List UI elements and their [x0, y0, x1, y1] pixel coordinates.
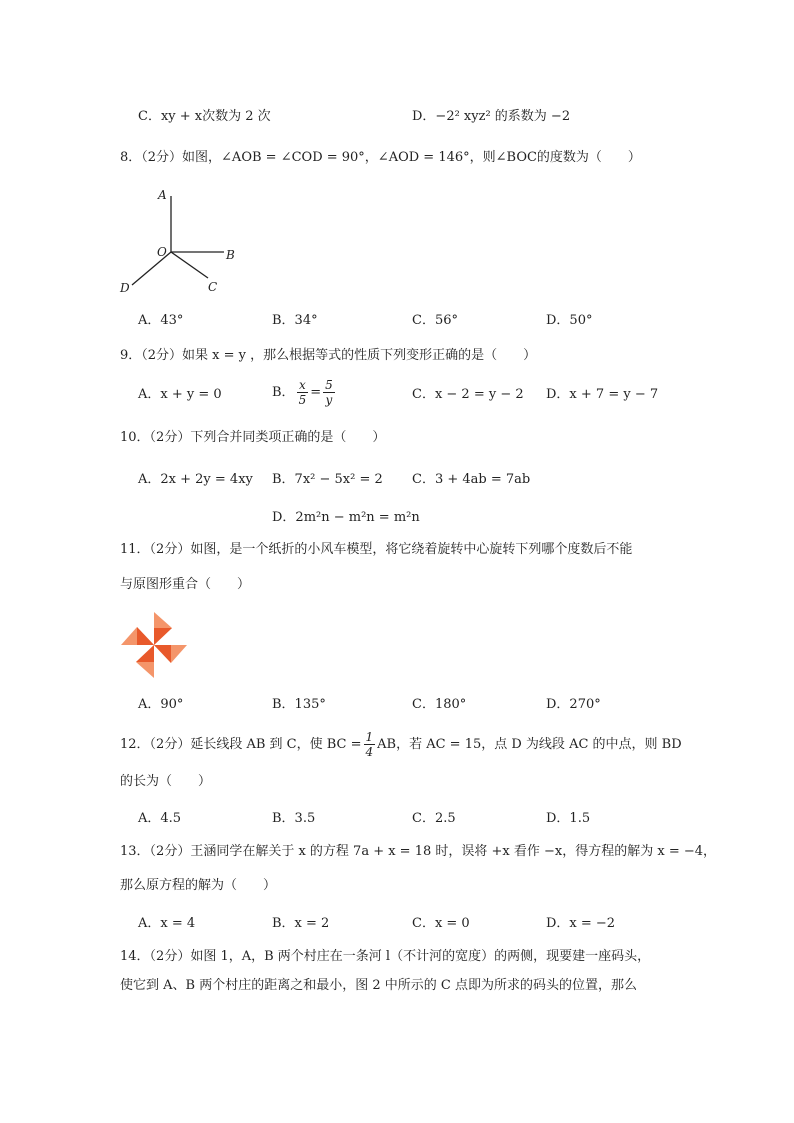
- q9-option-c: C．x − 2 = y − 2: [412, 387, 524, 402]
- q11-pinwheel-figure: [118, 610, 190, 680]
- q11-option-d: D．270°: [546, 697, 601, 712]
- q8-option-b: B．34°: [272, 313, 318, 328]
- q9-option-b: [272, 378, 337, 407]
- q8-option-d: D．50°: [546, 313, 593, 328]
- q12-stem-line2: 的长为（ ）: [120, 774, 212, 789]
- q14-stem-line1: 14．（2分）如图 1，A，B 两个村庄在一条河 l（不计河的宽度）的两侧，现要建一座码头，: [120, 949, 651, 964]
- q11-stem-line1: 11．（2分）如图，是一个纸折的小风车模型，将它绕着旋转中心旋转下列哪个度数后不能: [120, 542, 633, 557]
- q8-option-a: A．43°: [138, 313, 184, 328]
- q8-label-o: O: [157, 245, 167, 259]
- q13-stem-line1: 13．（2分）王涵同学在解关于 x 的方程 7a + x = 18 时，误将 +x 看作 −x，得方程的解为 x = −4，: [120, 844, 717, 859]
- q10-stem: 10．（2分）下列合并同类项正确的是（ ）: [120, 430, 386, 445]
- q9-option-b-frac-left: $\frac{x}{5}$: [298, 378, 307, 407]
- q10-option-a: A．2x + 2y = 4xy: [138, 472, 253, 487]
- q8-label-c: C: [208, 280, 218, 294]
- q12-option-a: A．4.5: [138, 811, 182, 826]
- q12-stem-line1: [120, 730, 682, 759]
- q12-option-b: B．3.5: [272, 811, 316, 826]
- q12-stem-part1: 12．（2分）延长线段 AB 到 C，使 BC =: [120, 737, 362, 752]
- q9-option-b-prefix: B．: [272, 385, 295, 400]
- q12-fraction: $\frac{1}{4}$: [365, 730, 374, 759]
- q9-option-b-frac-right: $\frac{5}{y}$: [325, 378, 333, 407]
- q8-option-c: C．56°: [412, 313, 458, 328]
- q12-option-d: D．1.5: [546, 811, 591, 826]
- q7-option-c: C．xy + x次数为 2 次: [138, 109, 271, 124]
- q13-option-d: D．x = −2: [546, 916, 616, 931]
- q8-label-d: D: [120, 281, 130, 295]
- q9-option-d: D．x + 7 = y − 7: [546, 387, 659, 402]
- q8-angle-figure: [112, 182, 242, 297]
- q13-option-c: C．x = 0: [412, 916, 470, 931]
- q10-option-b: B．7x² − 5x² = 2: [272, 472, 383, 487]
- q10-option-c: C．3 + 4ab = 7ab: [412, 472, 531, 487]
- q12-stem-part2: AB，若 AC = 15，点 D 为线段 AC 的中点，则 BD: [377, 737, 682, 752]
- q8-label-a: A: [158, 188, 167, 202]
- q9-option-b-eq: =: [310, 385, 322, 400]
- q11-option-b: B．135°: [272, 697, 326, 712]
- q11-option-c: C．180°: [412, 697, 467, 712]
- q12-option-c: C．2.5: [412, 811, 456, 826]
- q10-option-d: D．2m²n − m²n = m²n: [272, 510, 420, 525]
- q13-option-b: B．x = 2: [272, 916, 330, 931]
- q11-option-a: A．90°: [138, 697, 184, 712]
- q7-option-d: D．−2² xyz² 的系数为 −2: [412, 109, 571, 124]
- q13-stem-line2: 那么原方程的解为（ ）: [120, 878, 277, 893]
- q9-stem: 9．（2分）如果 x = y ，那么根据等式的性质下列变形正确的是（ ）: [120, 348, 537, 363]
- q9-option-a: A．x + y = 0: [138, 387, 222, 402]
- q8-stem: 8．（2分）如图，∠AOB = ∠COD = 90°，∠AOD = 146°，则∠BOC的度数为（ ）: [120, 150, 641, 165]
- q11-stem-line2: 与原图形重合（ ）: [120, 577, 251, 592]
- q14-stem-line2: 使它到 A、B 两个村庄的距离之和最小，图 2 中所示的 C 点即为所求的码头的位置，那么: [120, 978, 637, 993]
- q8-label-b: B: [226, 248, 235, 262]
- q13-option-a: A．x = 4: [138, 916, 196, 931]
